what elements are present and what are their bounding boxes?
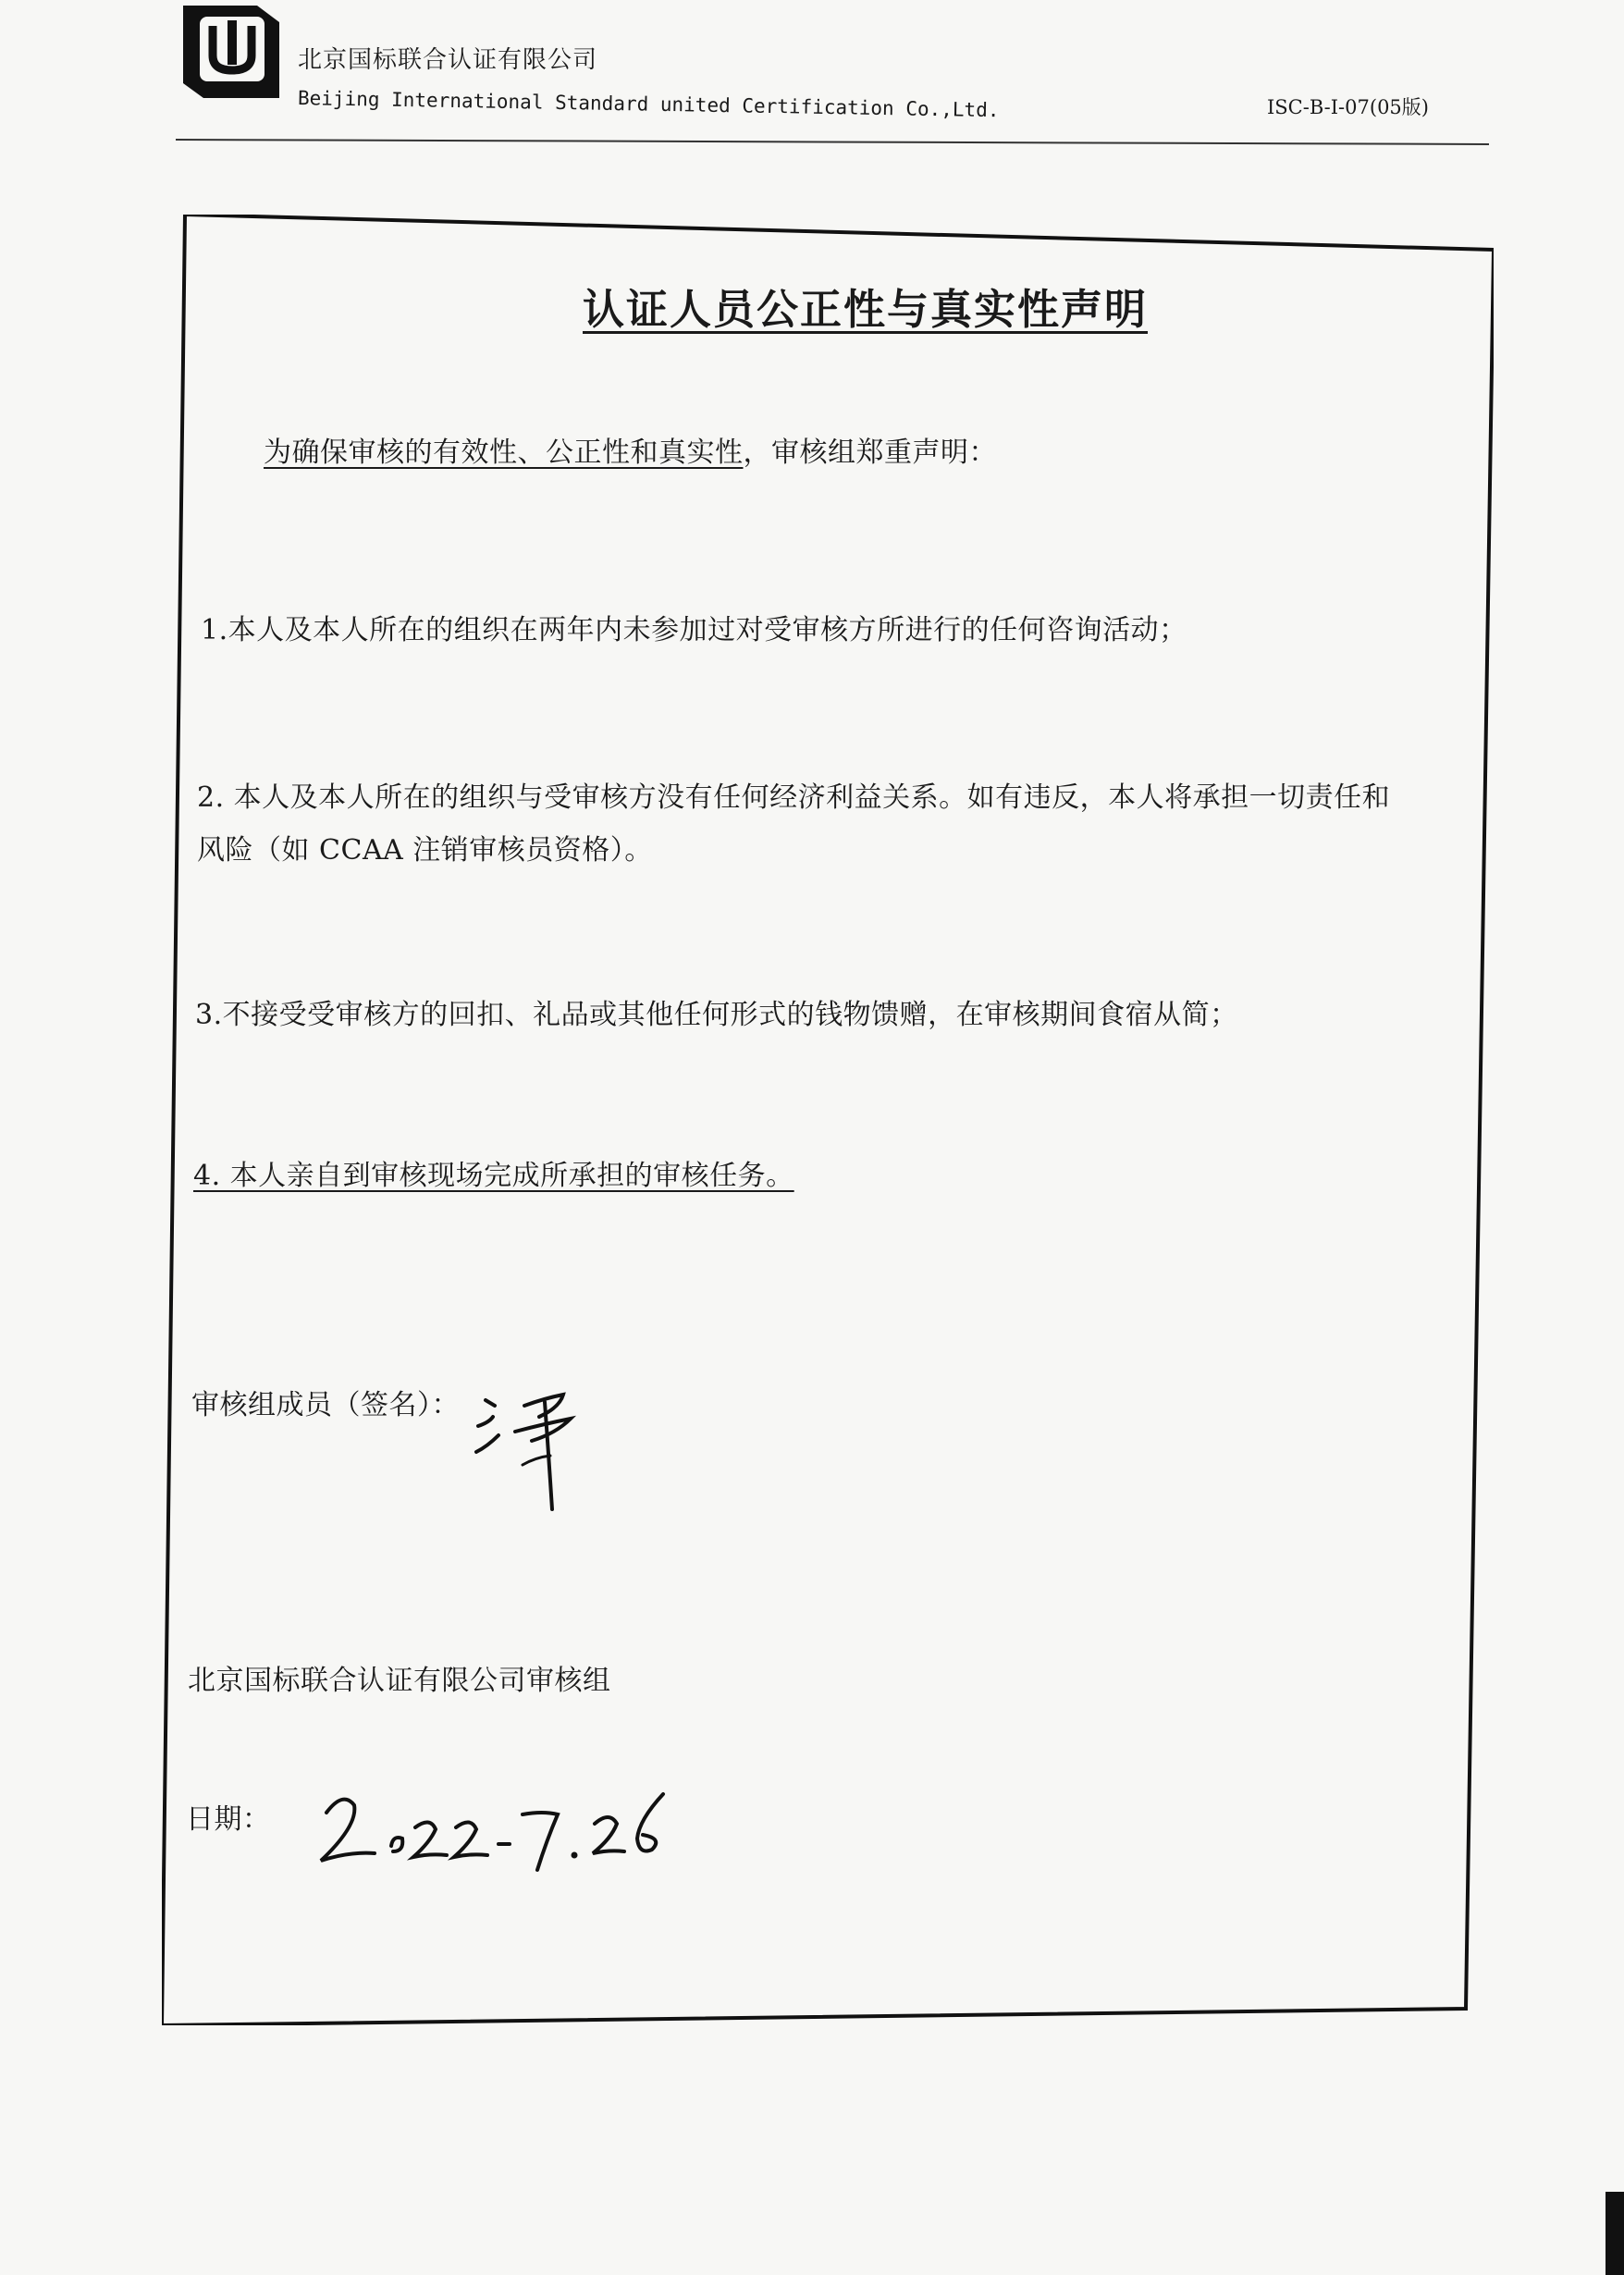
frame-border <box>162 215 1494 2025</box>
intro-rest: ，审核组郑重声明： <box>743 437 997 469</box>
isc-logo-icon <box>176 2 285 102</box>
declaration-item-4: 4. 本人亲自到审核现场完成所承担的审核任务。 <box>193 1160 794 1192</box>
company-name-en: Beijing International Standard united Certification Co.,Ltd. <box>297 87 1000 122</box>
handwritten-date <box>301 1777 707 1879</box>
handwritten-signature <box>467 1380 606 1519</box>
company-name-cn: 北京国标联合认证有限公司 <box>298 46 598 74</box>
declaration-item-3: 3.不接受受审核方的回扣、礼品或其他任何形式的钱物馈赠，在审核期间食宿从简； <box>195 999 1238 1031</box>
declaration-item-1: 1.本人及本人所在的组织在两年内未参加过对受审核方所进行的任何咨询活动； <box>201 614 1187 646</box>
intro-underlined: 为确保审核的有效性、公正性和真实性 <box>264 437 744 469</box>
signature-label: 审核组成员（签名）： <box>191 1389 460 1421</box>
header-divider <box>176 139 1489 145</box>
declaration-item-2-line-2: 风险（如 CCAA 注销审核员资格）。 <box>197 834 653 867</box>
audit-team-name: 北京国标联合认证有限公司审核组 <box>188 1665 611 1697</box>
scan-edge-mark <box>1606 2192 1624 2275</box>
document-title: 认证人员公正性与真实性声明 <box>583 285 1149 334</box>
document-code: ISC-B-I-07(05版) <box>1267 96 1429 118</box>
declaration-frame <box>162 215 1494 2025</box>
date-label: 日期： <box>186 1803 271 1836</box>
declaration-item-2-line-1: 2. 本人及本人所在的组织与受审核方没有任何经济利益关系。如有违反，本人将承担一切责任和 <box>197 781 1391 814</box>
intro-statement <box>264 429 997 470</box>
